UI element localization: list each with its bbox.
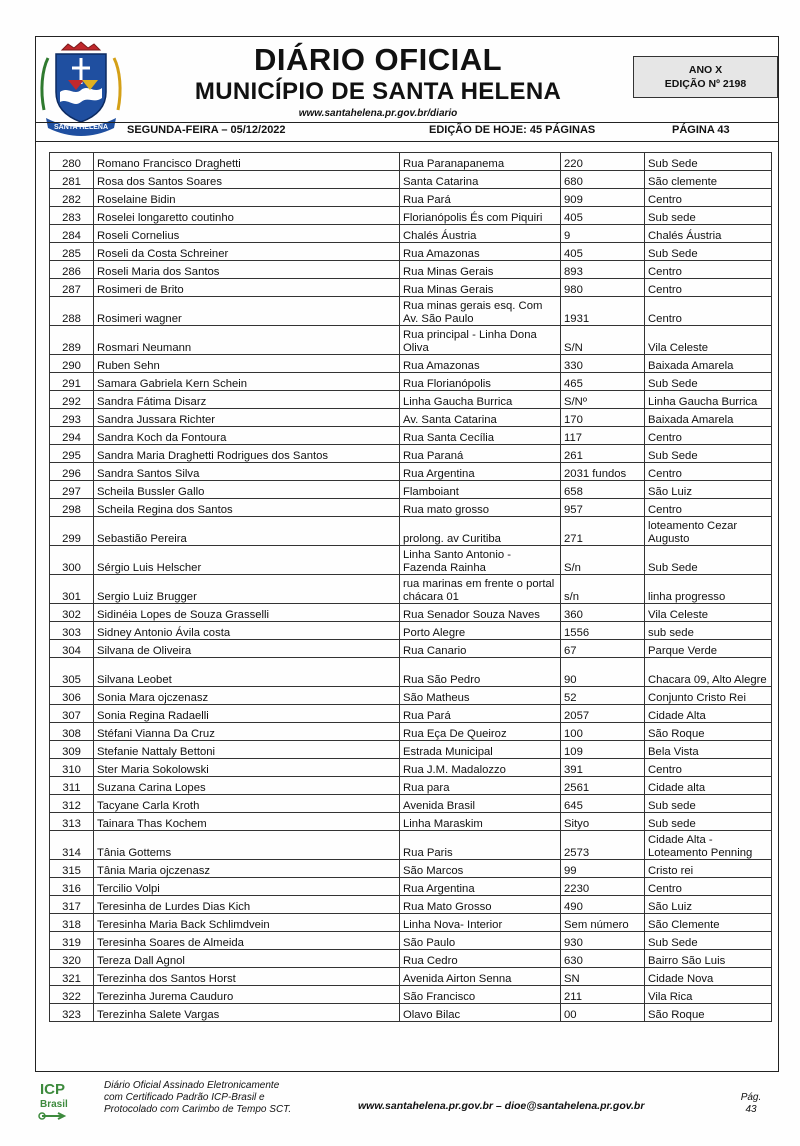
name-cell: Roselei longaretto coutinho [94, 207, 400, 225]
name-cell: Ster Maria Sokolowski [94, 759, 400, 777]
house-number-cell: 90 [561, 658, 645, 687]
name-cell: Terezinha dos Santos Horst [94, 968, 400, 986]
signature-note-line1: Diário Oficial Assinado Eletronicamente [104, 1080, 280, 1091]
street-cell: Rua Florianópolis [400, 373, 561, 391]
house-number-cell: 00 [561, 1004, 645, 1022]
house-number-cell: S/N [561, 326, 645, 355]
street-cell: Rua Canario [400, 640, 561, 658]
street-cell: Rua Argentina [400, 878, 561, 896]
street-cell: Linha Nova- Interior [400, 914, 561, 932]
row-number-cell: 281 [50, 171, 94, 189]
house-number-cell: 211 [561, 986, 645, 1004]
row-number-cell: 321 [50, 968, 94, 986]
table-row [50, 723, 772, 741]
name-cell: Rosimeri de Brito [94, 279, 400, 297]
table-row [50, 409, 772, 427]
street-cell: Estrada Municipal [400, 741, 561, 759]
table-row [50, 261, 772, 279]
table-row [50, 795, 772, 813]
name-cell: Tânia Gottems [94, 831, 400, 860]
table-row [50, 878, 772, 896]
row-number-cell: 296 [50, 463, 94, 481]
row-number-cell: 290 [50, 355, 94, 373]
street-cell: Rua para [400, 777, 561, 795]
street-cell: Rua Paris [400, 831, 561, 860]
neighborhood-cell: Centro [645, 279, 772, 297]
name-cell: Teresinha Soares de Almeida [94, 932, 400, 950]
street-cell: Rua Amazonas [400, 243, 561, 261]
house-number-cell: 909 [561, 189, 645, 207]
street-cell: São Francisco [400, 986, 561, 1004]
row-number-cell: 320 [50, 950, 94, 968]
municipality-title: MUNICÍPIO DE SANTA HELENA [194, 78, 562, 105]
neighborhood-cell: Chacara 09, Alto Alegre [645, 658, 772, 687]
table-row [50, 640, 772, 658]
name-cell: Sandra Santos Silva [94, 463, 400, 481]
row-number-cell: 311 [50, 777, 94, 795]
footer-page [734, 1092, 768, 1116]
street-cell: Rua Paraná [400, 445, 561, 463]
name-cell: Rosmari Neumann [94, 326, 400, 355]
row-number-cell: 305 [50, 658, 94, 687]
house-number-cell: Sityo [561, 813, 645, 831]
table-row [50, 860, 772, 878]
neighborhood-cell: Bela Vista [645, 741, 772, 759]
name-cell: Tereza Dall Agnol [94, 950, 400, 968]
street-cell: Avenida Brasil [400, 795, 561, 813]
house-number-cell: 680 [561, 171, 645, 189]
house-number-cell: 2230 [561, 878, 645, 896]
street-cell: Flamboiant [400, 481, 561, 499]
street-cell: São Paulo [400, 932, 561, 950]
row-number-cell: 293 [50, 409, 94, 427]
neighborhood-cell: Centro [645, 878, 772, 896]
name-cell: Sonia Regina Radaelli [94, 705, 400, 723]
neighborhood-cell: linha progresso [645, 575, 772, 604]
row-number-cell: 317 [50, 896, 94, 914]
edition-year: ANO X [688, 64, 723, 76]
name-cell: Rosimeri wagner [94, 297, 400, 326]
street-cell: Rua mato grosso [400, 499, 561, 517]
footer-page-number: 43 [745, 1104, 757, 1115]
row-number-cell: 314 [50, 831, 94, 860]
name-cell: Tercilio Volpi [94, 878, 400, 896]
row-number-cell: 306 [50, 687, 94, 705]
name-cell: Sandra Koch da Fontoura [94, 427, 400, 445]
house-number-cell: 100 [561, 723, 645, 741]
table-row [50, 950, 772, 968]
house-number-cell: s/n [561, 575, 645, 604]
house-number-cell: 330 [561, 355, 645, 373]
house-number-cell: 220 [561, 153, 645, 171]
table-row [50, 705, 772, 723]
row-number-cell: 308 [50, 723, 94, 741]
table-row [50, 355, 772, 373]
table-row [50, 777, 772, 795]
row-number-cell: 307 [50, 705, 94, 723]
street-cell: Rua Paranapanema [400, 153, 561, 171]
house-number-cell: 957 [561, 499, 645, 517]
row-number-cell: 322 [50, 986, 94, 1004]
neighborhood-cell: Chalés Áustria [645, 225, 772, 243]
neighborhood-cell: Sub sede [645, 795, 772, 813]
row-number-cell: 315 [50, 860, 94, 878]
neighborhood-cell: Centro [645, 759, 772, 777]
name-cell: Samara Gabriela Kern Schein [94, 373, 400, 391]
neighborhood-cell: Sub sede [645, 813, 772, 831]
neighborhood-cell: Centro [645, 427, 772, 445]
house-number-cell: 2561 [561, 777, 645, 795]
icp-logo-text: ICP [40, 1081, 66, 1098]
name-cell: Tânia Maria ojczenasz [94, 860, 400, 878]
row-number-cell: 294 [50, 427, 94, 445]
house-number-cell: 658 [561, 481, 645, 499]
neighborhood-cell: São Roque [645, 1004, 772, 1022]
row-number-cell: 285 [50, 243, 94, 261]
table-row [50, 896, 772, 914]
street-cell: Linha Maraskim [400, 813, 561, 831]
street-cell: Rua Senador Souza Naves [400, 604, 561, 622]
row-number-cell: 300 [50, 546, 94, 575]
beneficiary-table [49, 152, 772, 1022]
name-cell: Rosa dos Santos Soares [94, 171, 400, 189]
table-row [50, 207, 772, 225]
row-number-cell: 289 [50, 326, 94, 355]
name-cell: Sandra Maria Draghetti Rodrigues dos Santos [94, 445, 400, 463]
neighborhood-cell: Sub Sede [645, 153, 772, 171]
name-cell: Silvana Leobet [94, 658, 400, 687]
pages-today: EDIÇÃO DE HOJE: 45 PÁGINAS [429, 124, 596, 136]
table-row [50, 658, 772, 687]
table-row [50, 986, 772, 1004]
icp-brasil-logo [38, 1080, 78, 1124]
neighborhood-cell: Sub sede [645, 207, 772, 225]
table-row [50, 914, 772, 932]
neighborhood-cell: Sub Sede [645, 373, 772, 391]
house-number-cell: 109 [561, 741, 645, 759]
gazette-title: DIÁRIO OFICIAL [253, 42, 503, 77]
neighborhood-cell: São Luiz [645, 896, 772, 914]
signature-note [104, 1080, 291, 1116]
row-number-cell: 282 [50, 189, 94, 207]
house-number-cell: 645 [561, 795, 645, 813]
footer-contact[interactable]: www.santahelena.pr.gov.br – dioe@santahelena.pr.gov.br [358, 1100, 645, 1112]
neighborhood-cell: Parque Verde [645, 640, 772, 658]
neighborhood-cell: Vila Celeste [645, 604, 772, 622]
table-row [50, 968, 772, 986]
table-row [50, 622, 772, 640]
table-row [50, 759, 772, 777]
neighborhood-cell: Cidade Nova [645, 968, 772, 986]
neighborhood-cell: Vila Rica [645, 986, 772, 1004]
street-cell: São Marcos [400, 860, 561, 878]
name-cell: Teresinha de Lurdes Dias Kich [94, 896, 400, 914]
signature-note-line2: com Certificado Padrão ICP-Brasil e [104, 1092, 265, 1103]
street-cell: Avenida Airton Senna [400, 968, 561, 986]
street-cell: Rua Minas Gerais [400, 279, 561, 297]
table-row [50, 813, 772, 831]
neighborhood-cell: Bairro São Luis [645, 950, 772, 968]
house-number-cell: 2057 [561, 705, 645, 723]
table-row [50, 1004, 772, 1022]
name-cell: Stéfani Vianna Da Cruz [94, 723, 400, 741]
table-row [50, 463, 772, 481]
row-number-cell: 280 [50, 153, 94, 171]
row-number-cell: 299 [50, 517, 94, 546]
street-cell: Rua Mato Grosso [400, 896, 561, 914]
table-row [50, 481, 772, 499]
neighborhood-cell: Conjunto Cristo Rei [645, 687, 772, 705]
house-number-cell: SN [561, 968, 645, 986]
house-number-cell: 2573 [561, 831, 645, 860]
publication-date: SEGUNDA-FEIRA – 05/12/2022 [127, 124, 286, 136]
neighborhood-cell: Baixada Amarela [645, 409, 772, 427]
neighborhood-cell: Centro [645, 499, 772, 517]
neighborhood-cell: Centro [645, 189, 772, 207]
name-cell: Terezinha Jurema Cauduro [94, 986, 400, 1004]
name-cell: Romano Francisco Draghetti [94, 153, 400, 171]
row-number-cell: 287 [50, 279, 94, 297]
house-number-cell: 261 [561, 445, 645, 463]
neighborhood-cell: São clemente [645, 171, 772, 189]
house-number-cell: S/Nº [561, 391, 645, 409]
name-cell: Scheila Regina dos Santos [94, 499, 400, 517]
name-cell: Sandra Fátima Disarz [94, 391, 400, 409]
house-number-cell: 360 [561, 604, 645, 622]
gazette-website[interactable]: www.santahelena.pr.gov.br/diario [298, 108, 458, 119]
name-cell: Tacyane Carla Kroth [94, 795, 400, 813]
table-row [50, 831, 772, 860]
table-row [50, 445, 772, 463]
house-number-cell: 391 [561, 759, 645, 777]
street-cell: Florianópolis És com Piquiri [400, 207, 561, 225]
edition-box [633, 56, 778, 98]
house-number-cell: 930 [561, 932, 645, 950]
table-row [50, 499, 772, 517]
row-number-cell: 288 [50, 297, 94, 326]
street-cell: Rua Cedro [400, 950, 561, 968]
neighborhood-cell: Cidade Alta [645, 705, 772, 723]
house-number-cell: 1931 [561, 297, 645, 326]
street-cell: Rua minas gerais esq. Com Av. São Paulo [400, 297, 561, 326]
row-number-cell: 284 [50, 225, 94, 243]
name-cell: Sonia Mara ojczenasz [94, 687, 400, 705]
neighborhood-cell: Vila Celeste [645, 326, 772, 355]
row-number-cell: 297 [50, 481, 94, 499]
row-number-cell: 302 [50, 604, 94, 622]
neighborhood-cell: Sub Sede [645, 445, 772, 463]
table-row [50, 932, 772, 950]
house-number-cell: 893 [561, 261, 645, 279]
neighborhood-cell: Centro [645, 463, 772, 481]
house-number-cell: 980 [561, 279, 645, 297]
row-number-cell: 319 [50, 932, 94, 950]
name-cell: Tainara Thas Kochem [94, 813, 400, 831]
table-row [50, 279, 772, 297]
name-cell: Sidinéia Lopes de Souza Grasselli [94, 604, 400, 622]
name-cell: Sidney Antonio Ávila costa [94, 622, 400, 640]
street-cell: Av. Santa Catarina [400, 409, 561, 427]
footer-page-label: Pág. [740, 1092, 762, 1103]
row-number-cell: 323 [50, 1004, 94, 1022]
name-cell: Roseli Cornelius [94, 225, 400, 243]
house-number-cell: 405 [561, 243, 645, 261]
house-number-cell: 271 [561, 517, 645, 546]
street-cell: Chalés Áustria [400, 225, 561, 243]
table-row [50, 243, 772, 261]
house-number-cell: 2031 fundos [561, 463, 645, 481]
row-number-cell: 304 [50, 640, 94, 658]
street-cell: Rua J.M. Madalozzo [400, 759, 561, 777]
row-number-cell: 292 [50, 391, 94, 409]
name-cell: Roseli Maria dos Santos [94, 261, 400, 279]
street-cell: prolong. av Curitiba [400, 517, 561, 546]
house-number-cell: 1556 [561, 622, 645, 640]
row-number-cell: 291 [50, 373, 94, 391]
name-cell: Scheila Bussler Gallo [94, 481, 400, 499]
table-row [50, 189, 772, 207]
name-cell: Suzana Carina Lopes [94, 777, 400, 795]
name-cell: Silvana de Oliveira [94, 640, 400, 658]
street-cell: Rua Eça De Queiroz [400, 723, 561, 741]
house-number-cell: Sem número [561, 914, 645, 932]
table-row [50, 326, 772, 355]
table-row [50, 604, 772, 622]
neighborhood-cell: São Luiz [645, 481, 772, 499]
neighborhood-cell: São Roque [645, 723, 772, 741]
street-cell: Linha Gaucha Burrica [400, 391, 561, 409]
neighborhood-cell: Sub Sede [645, 546, 772, 575]
name-cell: Stefanie Nattaly Bettoni [94, 741, 400, 759]
icp-logo-subtext: Brasil [40, 1099, 68, 1110]
page-number: PÁGINA 43 [672, 124, 730, 136]
edition-number: EDIÇÃO Nº 2198 [664, 78, 747, 90]
house-number-cell: 170 [561, 409, 645, 427]
row-number-cell: 303 [50, 622, 94, 640]
row-number-cell: 312 [50, 795, 94, 813]
neighborhood-cell: Cidade alta [645, 777, 772, 795]
table-row [50, 741, 772, 759]
house-number-cell: 630 [561, 950, 645, 968]
table-row [50, 687, 772, 705]
row-number-cell: 286 [50, 261, 94, 279]
street-cell: rua marinas em frente o portal chácara 01 [400, 575, 561, 604]
street-cell: Rua Argentina [400, 463, 561, 481]
neighborhood-cell: sub sede [645, 622, 772, 640]
name-cell: Sérgio Luis Helscher [94, 546, 400, 575]
house-number-cell: 490 [561, 896, 645, 914]
table-row [50, 517, 772, 546]
table-row [50, 575, 772, 604]
name-cell: Sebastião Pereira [94, 517, 400, 546]
name-cell: Roseli da Costa Schreiner [94, 243, 400, 261]
row-number-cell: 283 [50, 207, 94, 225]
name-cell: Teresinha Maria Back Schlimdvein [94, 914, 400, 932]
table-row [50, 225, 772, 243]
row-number-cell: 301 [50, 575, 94, 604]
header-top-rule [35, 122, 778, 123]
street-cell: São Matheus [400, 687, 561, 705]
street-cell: Rua Minas Gerais [400, 261, 561, 279]
street-cell: Linha Santo Antonio - Fazenda Rainha [400, 546, 561, 575]
row-number-cell: 310 [50, 759, 94, 777]
neighborhood-cell: São Clemente [645, 914, 772, 932]
name-cell: Terezinha Salete Vargas [94, 1004, 400, 1022]
neighborhood-cell: Cidade Alta - Loteamento Penning [645, 831, 772, 860]
street-cell: Rua Amazonas [400, 355, 561, 373]
logo-ribbon-text: SANTA HELENA [53, 124, 109, 131]
name-cell: Ruben Sehn [94, 355, 400, 373]
house-number-cell: 405 [561, 207, 645, 225]
row-number-cell: 309 [50, 741, 94, 759]
table-row [50, 391, 772, 409]
neighborhood-cell: Sub Sede [645, 932, 772, 950]
header-bottom-rule [35, 141, 778, 142]
house-number-cell: 99 [561, 860, 645, 878]
house-number-cell: 9 [561, 225, 645, 243]
street-cell: Porto Alegre [400, 622, 561, 640]
neighborhood-cell: Centro [645, 261, 772, 279]
house-number-cell: S/n [561, 546, 645, 575]
street-cell: Rua Pará [400, 705, 561, 723]
row-number-cell: 318 [50, 914, 94, 932]
row-number-cell: 298 [50, 499, 94, 517]
house-number-cell: 465 [561, 373, 645, 391]
house-number-cell: 67 [561, 640, 645, 658]
neighborhood-cell: Baixada Amarela [645, 355, 772, 373]
row-number-cell: 313 [50, 813, 94, 831]
street-cell: Rua Pará [400, 189, 561, 207]
street-cell: Rua principal - Linha Dona Oliva [400, 326, 561, 355]
row-number-cell: 295 [50, 445, 94, 463]
table-row [50, 297, 772, 326]
name-cell: Sergio Luiz Brugger [94, 575, 400, 604]
neighborhood-cell: Centro [645, 297, 772, 326]
signature-note-line3: Protocolado com Carimbo de Tempo SCT. [104, 1104, 292, 1115]
house-number-cell: 52 [561, 687, 645, 705]
table-row [50, 373, 772, 391]
name-cell: Roselaine Bidin [94, 189, 400, 207]
table-row [50, 153, 772, 171]
name-cell: Sandra Jussara Richter [94, 409, 400, 427]
row-number-cell: 316 [50, 878, 94, 896]
street-cell: Rua São Pedro [400, 658, 561, 687]
street-cell: Rua Santa Cecília [400, 427, 561, 445]
neighborhood-cell: Linha Gaucha Burrica [645, 391, 772, 409]
street-cell: Olavo Bilac [400, 1004, 561, 1022]
house-number-cell: 117 [561, 427, 645, 445]
neighborhood-cell: Cristo rei [645, 860, 772, 878]
table-row [50, 427, 772, 445]
table-row [50, 171, 772, 189]
table-row [50, 546, 772, 575]
street-cell: Santa Catarina [400, 171, 561, 189]
neighborhood-cell: Sub Sede [645, 243, 772, 261]
neighborhood-cell: loteamento Cezar Augusto [645, 517, 772, 546]
